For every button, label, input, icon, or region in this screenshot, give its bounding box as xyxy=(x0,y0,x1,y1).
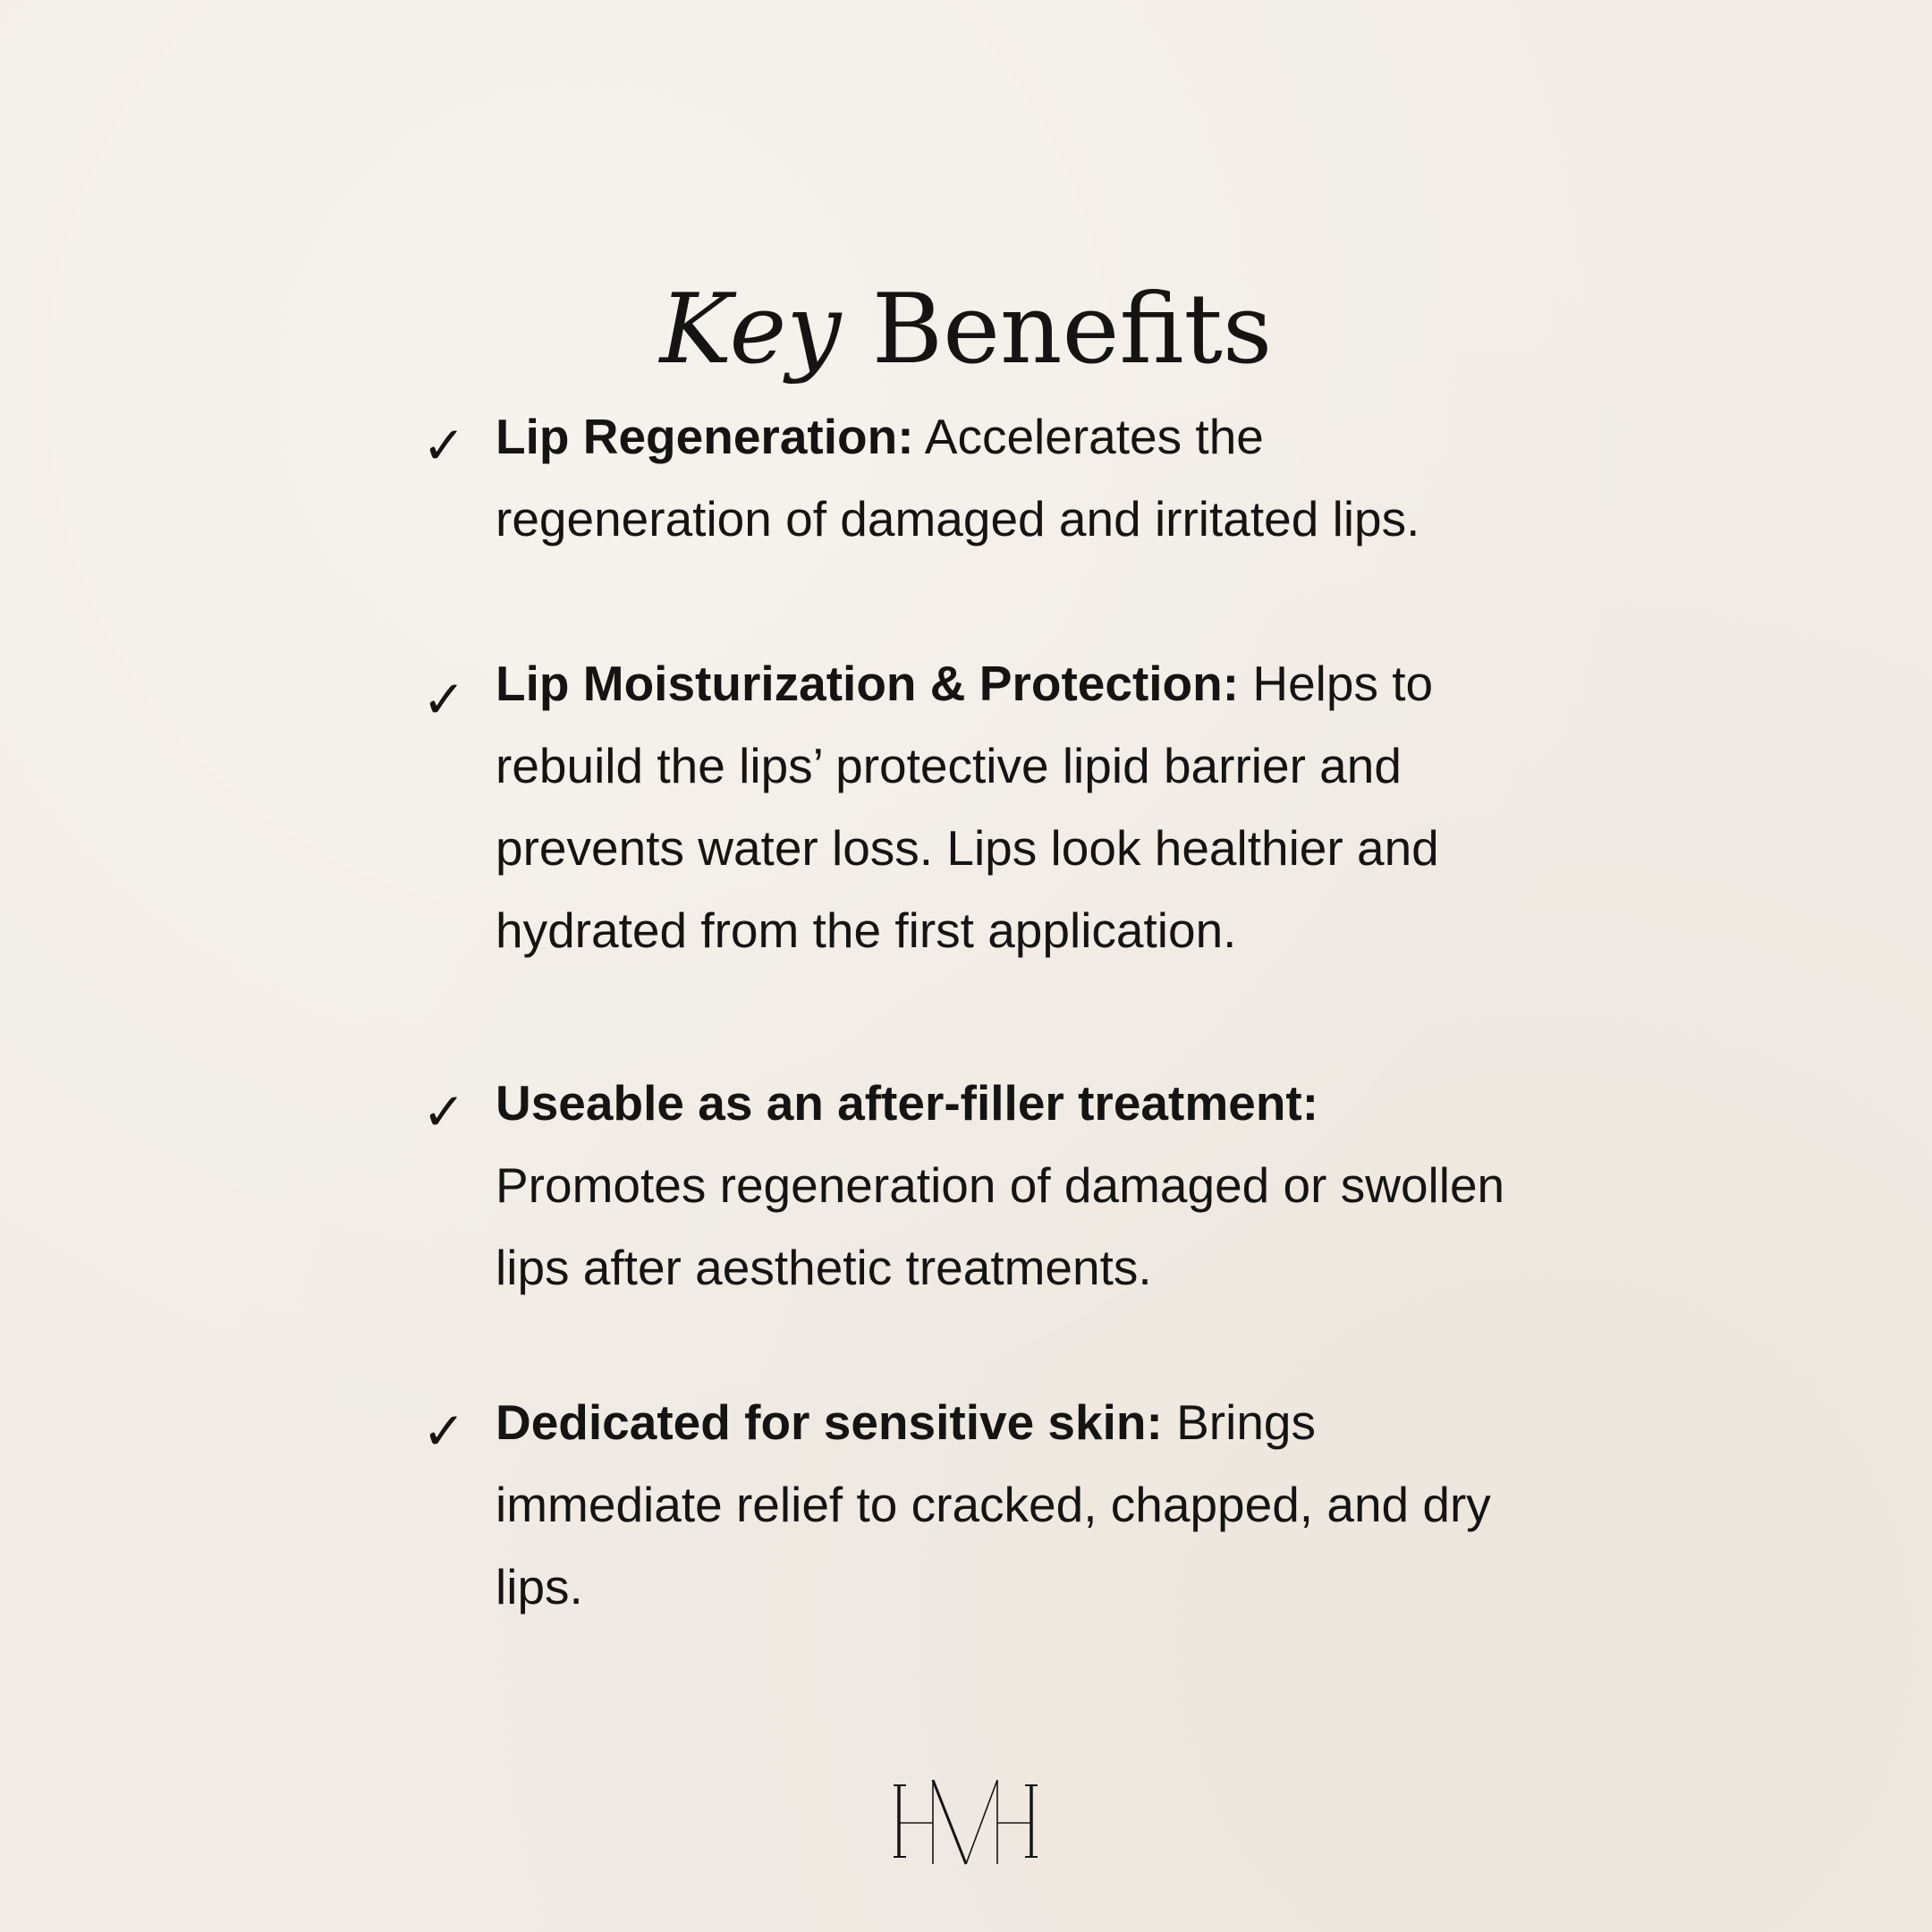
checkmark-icon: ✓ xyxy=(422,1401,466,1462)
page-title xyxy=(0,272,1932,388)
benefit-text xyxy=(496,395,1533,560)
benefit-description: Brings immediate relief to cracked, chapped, and dry lips. xyxy=(496,1394,1491,1614)
benefit-description: Helps to rebuild the lips’ protective lipid barrier and prevents water loss. Lips look healthier and hydrated from the first application. xyxy=(496,656,1439,958)
benefit-heading: Useable as an after-filler treatment: xyxy=(496,1075,1319,1131)
hmh-monogram-logo xyxy=(890,1771,1042,1869)
benefit-text xyxy=(496,1381,1533,1628)
title-italic-word: Key xyxy=(659,274,842,386)
checkmark-icon: ✓ xyxy=(422,1081,466,1142)
logo-icon xyxy=(890,1771,1042,1869)
benefit-heading: Lip Regeneration: xyxy=(496,409,914,464)
benefit-text xyxy=(496,642,1533,971)
benefit-heading: Dedicated for sensitive skin: xyxy=(496,1394,1163,1450)
checkmark-icon: ✓ xyxy=(422,415,466,476)
checkmark-icon: ✓ xyxy=(422,669,466,730)
title-regular-word: Benefits xyxy=(871,274,1273,386)
benefit-heading: Lip Moisturization & Protection: xyxy=(496,656,1240,711)
benefit-description: Accelerates the regeneration of damaged and irritated lips. xyxy=(496,409,1420,547)
benefit-text xyxy=(496,1062,1533,1309)
benefit-description: Promotes regeneration of damaged or swollen lips after aesthetic treatments. xyxy=(496,1157,1505,1295)
